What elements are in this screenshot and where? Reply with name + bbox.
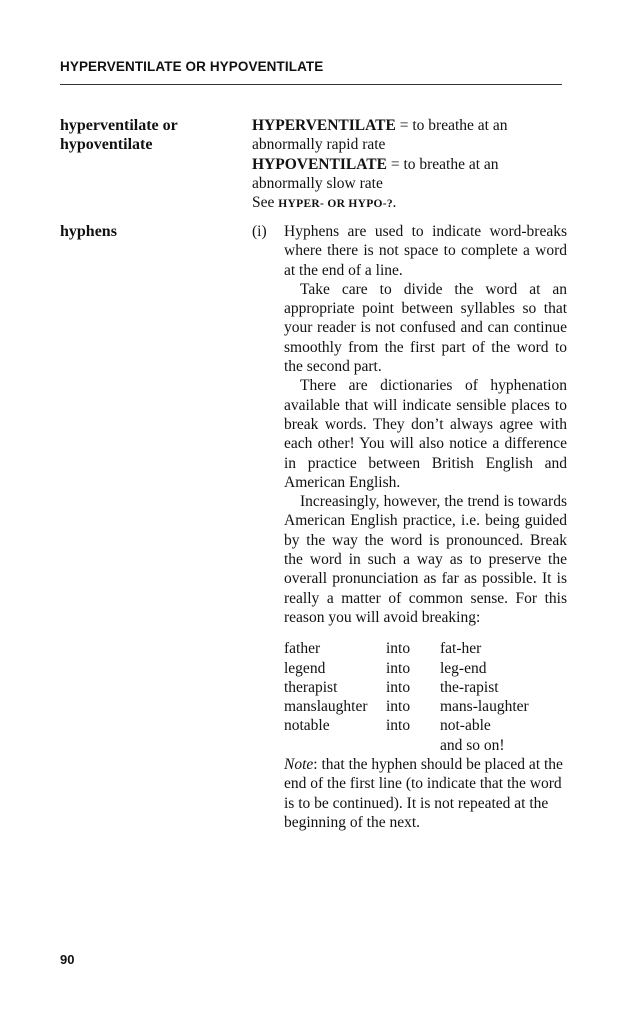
definition-gloss-line: abnormally rapid rate <box>252 136 386 154</box>
table-row <box>284 697 529 716</box>
example-into: into <box>386 698 411 716</box>
definition-headword: HYPERVENTILATE <box>252 117 396 134</box>
example-split: fat-her <box>440 640 482 658</box>
definition-gloss: to breathe at an <box>412 117 508 134</box>
definition-gloss: to breathe at an <box>403 155 499 173</box>
definition-gloss-line: abnormally slow rate <box>252 174 383 192</box>
cross-reference <box>252 193 567 214</box>
hyphens-paragraphs <box>284 222 567 832</box>
entry-term-hyperventilate <box>60 116 178 154</box>
example-word: manslaughter <box>284 698 368 716</box>
example-word: therapist <box>284 678 338 696</box>
example-word: legend <box>284 659 326 677</box>
paragraph: Hyphens are used to indicate word-breaks where there is not space to complete a word at the end of a line. <box>284 223 567 279</box>
running-head: HYPERVENTILATE OR HYPOVENTILATE <box>60 59 324 74</box>
example-split: the-rapist <box>440 678 499 696</box>
paragraph: Take care to divide the word at an appropriate point between syllables so that your reader is not confused and can continue smoothly from the first part of the word to the second part. <box>284 280 567 376</box>
definition-line <box>252 155 567 174</box>
paragraph: There are dictionaries of hyphenation available that will indicate sensible places to break words. They don’t always agree with each other! You will also notice a difference in practice between British English and American English. <box>284 377 567 491</box>
definition-line <box>252 116 567 135</box>
table-row <box>284 716 529 735</box>
note-paragraph <box>284 755 567 832</box>
example-split: leg-end <box>440 659 487 677</box>
header-rule <box>60 84 562 85</box>
table-row <box>284 659 529 678</box>
example-word: notable <box>284 717 330 735</box>
entry-term-line: hyperventilate or <box>60 117 178 134</box>
equals-sign: = <box>395 117 413 134</box>
page-number: 90 <box>60 952 75 967</box>
example-split: not-able <box>440 717 491 735</box>
example-split: mans-laughter <box>440 698 529 716</box>
example-into: into <box>386 659 411 677</box>
entry-term-hyphens: hyphens <box>60 223 117 240</box>
note-text: : that the hyphen should be placed at the end of the first line (to indicate that the word is to be continued). It is not repeated at the beginning of the next. <box>284 756 563 831</box>
example-into: into <box>386 678 411 696</box>
note-label: Note <box>284 756 314 774</box>
examples-tail: and so on! <box>440 736 505 754</box>
example-word: father <box>284 640 321 658</box>
table-row <box>284 639 529 658</box>
example-into: into <box>386 640 411 658</box>
definition-headword: HYPOVENTILATE <box>252 155 387 173</box>
paragraph: Increasingly, however, the trend is towards American English practice, i.e. being guided by the way the word is pronounced. Break the word in such a way as to preserve the overall pronunciation as far as possible. It is really a matter of common sense. For this reason you will avoid breaking: <box>284 493 567 626</box>
entry-definition-hyperventilate <box>252 116 567 214</box>
table-row <box>284 678 529 697</box>
item-number: (i) <box>252 223 267 240</box>
examples-table <box>284 639 529 735</box>
entry-term-line: hypoventilate <box>60 136 153 153</box>
equals-sign: = <box>386 155 404 173</box>
entry-definition-hyphens <box>252 222 567 832</box>
example-into: into <box>386 717 411 735</box>
see-reference: HYPER- OR HYPO-?. <box>278 198 397 211</box>
see-label: See <box>252 194 279 212</box>
